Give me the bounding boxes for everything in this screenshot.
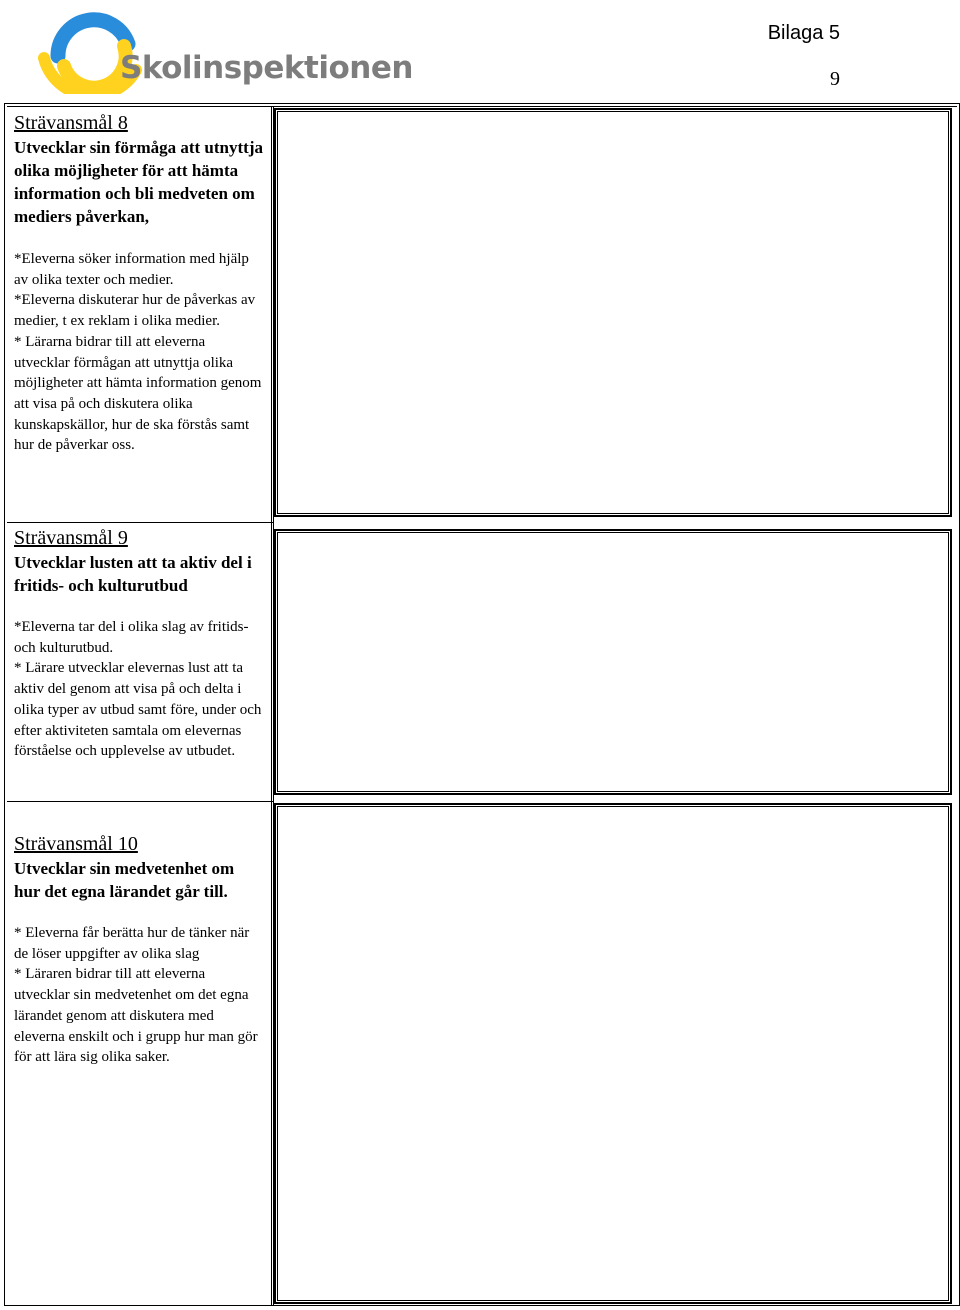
skolinspektionen-logo <box>36 6 413 94</box>
answer-box <box>274 108 952 517</box>
bilaga-label: Bilaga 5 <box>767 22 840 44</box>
row-divider <box>7 801 273 802</box>
table-top-rule <box>7 106 957 107</box>
section-title: Strävansmål 9 <box>14 527 128 549</box>
section-9 <box>14 525 264 762</box>
section-subtitle: Utvecklar sin medvetenhet om hur det egna lärandet går till. <box>14 859 235 901</box>
logo-text: Skolinspektionen <box>120 50 413 86</box>
section-description <box>14 249 264 456</box>
paragraph: * Läraren bidrar till att eleverna utvecklar sin medvetenhet om det egna lärandet genom att diskutera med eleverna enskilt och i grupp hur man gör för att lära sig olika saker. <box>14 966 258 1066</box>
section-title: Strävansmål 8 <box>14 112 128 134</box>
section-10 <box>14 831 264 1068</box>
section-8 <box>14 110 264 456</box>
section-subtitle: Utvecklar sin förmåga att utnyttja olika möjligheter för att hämta information och bli medveten om mediers påverkan, <box>14 138 263 226</box>
page-number: 9 <box>830 68 840 90</box>
paragraph: * Eleverna får berätta hur de tänker när de löser uppgifter av olika slag <box>14 925 250 962</box>
row-divider <box>7 522 273 523</box>
paragraph: *Eleverna diskuterar hur de påverkas av medier, t ex reklam i olika medier. <box>14 292 256 330</box>
paragraph: *Eleverna söker information med hjälp av olika texter och medier. <box>14 251 249 288</box>
section-subtitle: Utvecklar lusten att ta aktiv del i fritids- och kulturutbud <box>14 553 252 595</box>
paragraph: * Lärarna bidrar till att eleverna utvecklar förmågan att utnyttja olika möjligheter att hämta information genom att visa på och diskutera olika kunskapskällor, hur de ska förstås samt hur de påverkar oss. <box>14 333 262 454</box>
section-description <box>14 617 264 762</box>
section-title: Strävansmål 10 <box>14 833 138 855</box>
answer-box <box>274 529 952 795</box>
paragraph: *Eleverna tar del i olika slag av fritids- och kulturutbud. <box>14 619 249 656</box>
section-description <box>14 923 264 1068</box>
answer-box <box>274 803 952 1304</box>
paragraph: * Lärare utvecklar elevernas lust att ta aktiv del genom att visa på och delta i olika typer av utbud samt före, under och efter aktiviteten samtala om elevernas förståelse och upplevelse av utbudet. <box>14 660 262 760</box>
